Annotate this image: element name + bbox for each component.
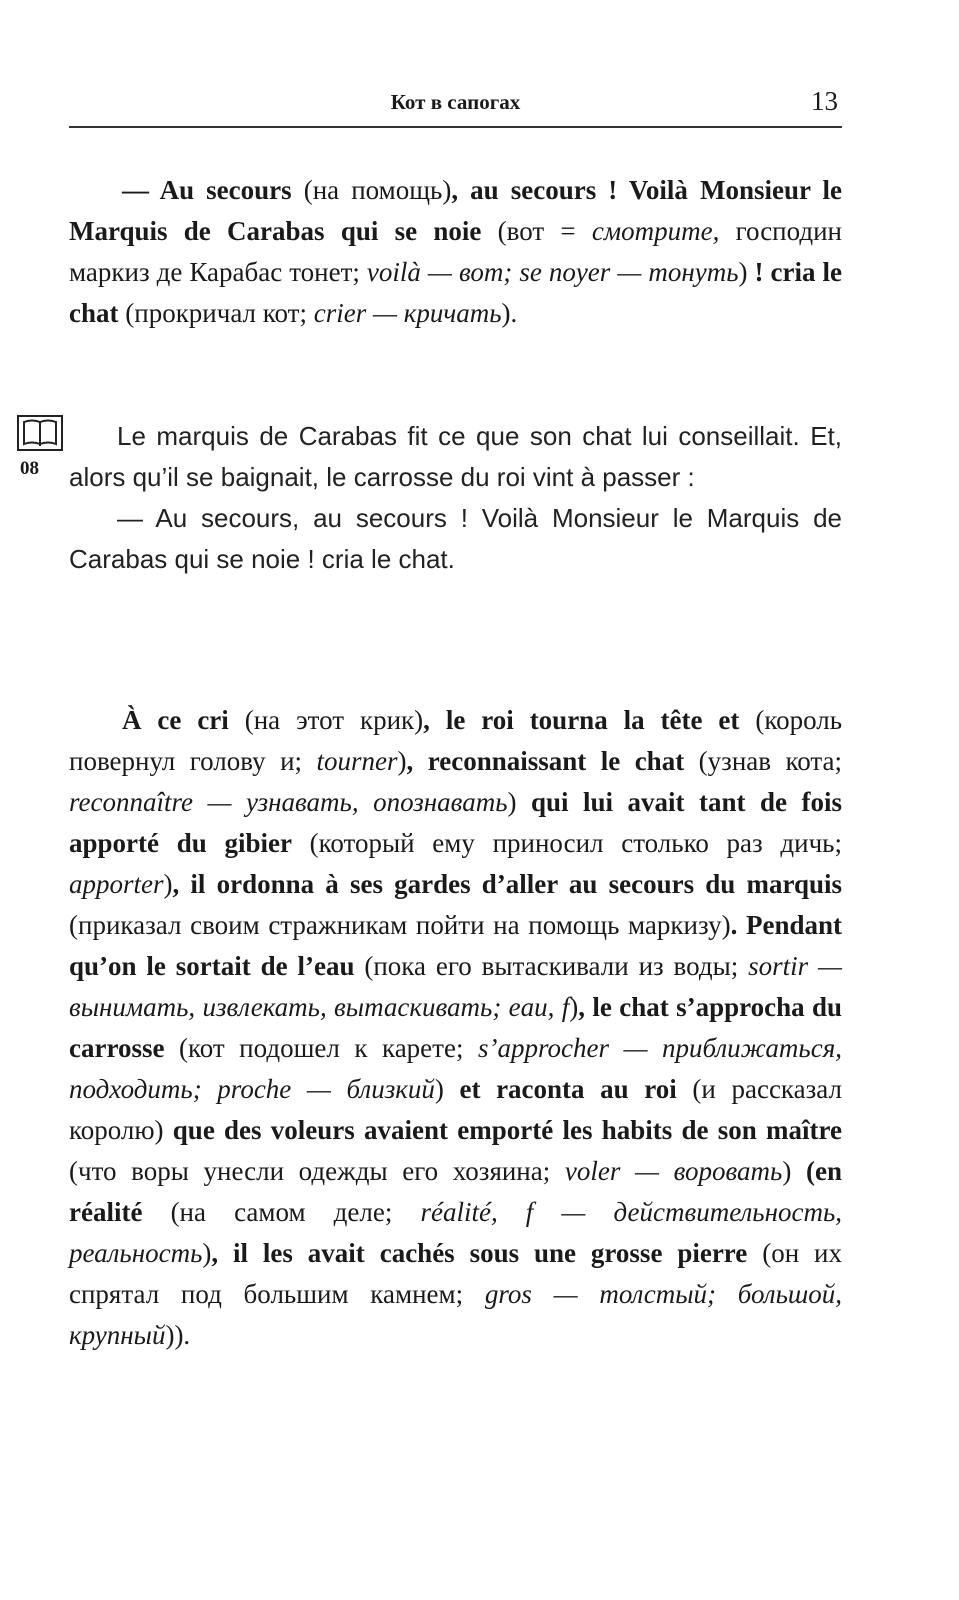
gloss-italic: sortir — вынимать, извлекать, вытаскивать; eau, f	[69, 951, 842, 1022]
french-phrase: . Pendant qu’on le sortait de l’eau	[69, 910, 842, 981]
gloss-italic: s’approcher — приближаться, подходить; proche — близкий	[69, 1033, 842, 1104]
page-number: 13	[811, 86, 838, 116]
translation-text: (на этот крик)	[228, 705, 424, 735]
translation-text: )	[202, 1238, 212, 1268]
french-phrase: , il les avait cachés sous une grosse pierre	[211, 1238, 748, 1268]
translation-text: )	[434, 1074, 460, 1104]
gloss-italic: tourner	[316, 746, 398, 776]
translation-text: господин маркиз де Карабас тонет;	[69, 216, 842, 287]
translation-text: (который ему приносил столько раз дичь;	[291, 828, 843, 858]
french-phrase: que des voleurs avaient emporté les habits de son maître	[172, 1115, 842, 1145]
translation-text: (приказал своим стражникам пойти на помощь маркизу)	[69, 910, 731, 940]
translation-text: )	[569, 992, 579, 1022]
translation-text: (прокричал кот;	[118, 298, 314, 328]
gloss-italic: смотрите,	[591, 216, 720, 246]
french-phrase: , reconnaissant le chat	[406, 746, 685, 776]
gloss-italic: voilà — вот; se noyer — тонуть	[366, 257, 739, 287]
gloss-italic: gros — толстый; большой, крупный	[69, 1279, 842, 1350]
translation-text: ).	[501, 298, 518, 328]
french-phrase: (en réalité	[69, 1156, 842, 1227]
french-phrase: , il ordonna à ses gardes d’aller au secours du marquis	[172, 869, 842, 899]
translation-text: (кот подошел к карете;	[164, 1033, 478, 1063]
french-paragraph: — Au secours, au secours ! Voilà Monsieur le Marquis de Carabas qui se noie ! cria le chat.	[69, 503, 842, 574]
running-header	[69, 86, 842, 128]
gloss-italic: apporter	[69, 869, 164, 899]
translation-text: (на помощь)	[291, 175, 452, 205]
book-icon	[16, 414, 64, 452]
translation-text: (узнав кота;	[684, 746, 842, 776]
translation-text: )).	[165, 1320, 191, 1350]
translation-text: (он их спрятал под большим камнем;	[69, 1238, 842, 1309]
annotated-paragraph-1	[69, 170, 842, 334]
translation-text: (пока его вытаскивали из воды;	[354, 951, 749, 981]
gloss-italic: voler — воровать	[564, 1156, 783, 1186]
french-phrase: et raconta au roi	[459, 1074, 677, 1104]
translation-text: (и рассказал королю)	[69, 1074, 842, 1145]
french-phrase: , le roi tourna la tête et	[423, 705, 740, 735]
french-phrase: — Au secours	[122, 175, 292, 205]
french-original-text	[69, 416, 842, 580]
translation-text: )	[163, 869, 173, 899]
translation-text: )	[782, 1156, 806, 1186]
translation-text: )	[507, 787, 531, 817]
gloss-italic: réalité, f — действительность, реальность	[69, 1197, 843, 1268]
book-title: Кот в сапогах	[390, 90, 521, 114]
translation-text: (король повернул голову и;	[69, 705, 843, 776]
translation-text: (вот =	[481, 216, 592, 246]
french-phrase: À ce cri	[122, 705, 229, 735]
annotated-paragraph-2	[69, 700, 842, 1356]
translation-text: )	[397, 746, 407, 776]
gloss-italic: reconnaître — узнавать, опознавать	[69, 787, 508, 817]
french-phrase: qui lui avait tant de fois apporté du gibier	[69, 787, 843, 858]
audio-track-number: 08	[20, 458, 39, 479]
french-phrase: ! cria le chat	[69, 257, 843, 328]
gloss-italic: crier — кричать	[313, 298, 502, 328]
translation-text: (что воры унесли одежды его хозяина;	[69, 1156, 565, 1186]
french-phrase: , le chat s’approcha du carrosse	[69, 992, 842, 1063]
translation-text: (на самом деле;	[142, 1197, 421, 1227]
french-phrase: , au secours ! Voilà Monsieur le Marquis de Carabas qui se noie	[69, 175, 843, 246]
french-paragraph: Le marquis de Carabas fit ce que son chat lui conseillait. Et, alors qu’il se baignait, le carrosse du roi vint à passer :	[69, 421, 842, 492]
translation-text: )	[738, 257, 755, 287]
